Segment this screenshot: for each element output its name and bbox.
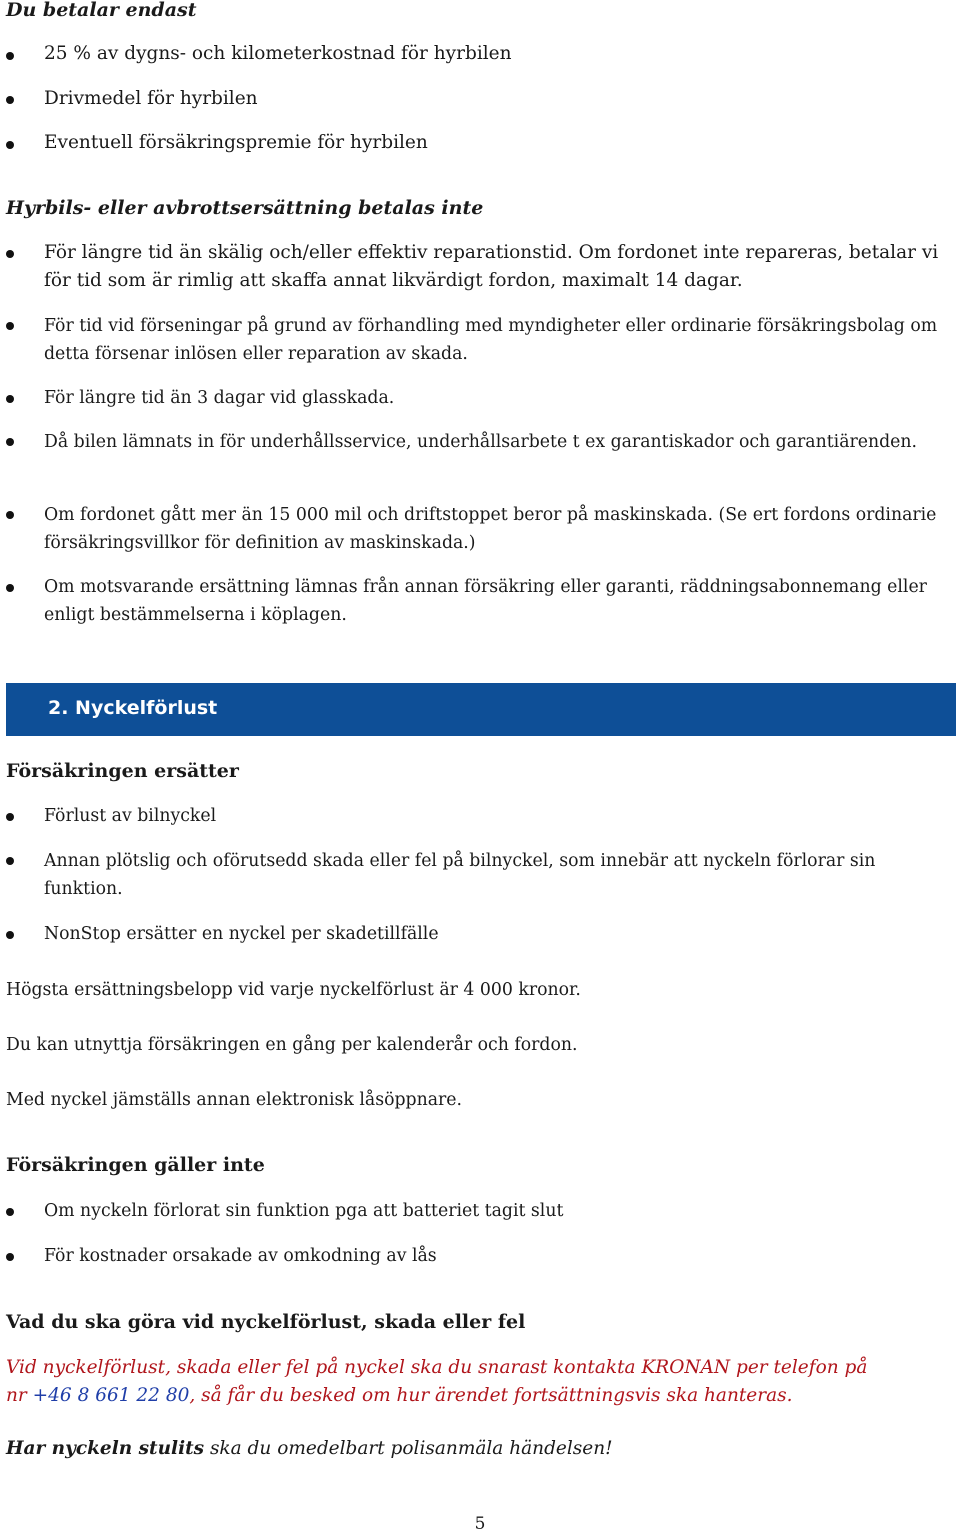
page-number: 5 (474, 1514, 486, 1534)
bullet-icon (6, 584, 14, 592)
stolen-rest: ska du omedelbart polisanmäla händelsen! (204, 1438, 613, 1459)
not-paid-heading: Hyrbils- eller avbrottsersättning betalas inte (6, 197, 484, 219)
what-to-do-heading: Vad du ska göra vid nyckelförlust, skada eller fel (6, 1311, 526, 1333)
you-pay-item: 25 % av dygns- och kilometerkostnad för hyrbilen (44, 43, 512, 64)
bullet-icon (6, 1208, 14, 1216)
bullet-icon (6, 96, 14, 104)
bullet-icon (6, 52, 14, 60)
bullet-icon (6, 322, 14, 330)
not-paid-item: För tid vid förseningar på grund av förhandling med myndigheter eller ordinarie försäkringsbolag om detta försenar inlösen eller reparation av skada. (44, 316, 938, 364)
bullet-icon (6, 813, 14, 821)
bullet-icon (6, 511, 14, 519)
covers-item: Förlust av bilnyckel (44, 806, 217, 826)
exclusion-item: Om nyckeln förlorat sin funktion pga att batteriet tagit slut (44, 1201, 564, 1221)
contact-nr-prefix: nr (6, 1385, 33, 1406)
not-paid-item: Om fordonet gått mer än 15 000 mil och driftstoppet beror på maskinskada. (Se ert fordons ordinarie försäkringsvillkor för definition av maskinskada.) (44, 505, 937, 553)
you-pay-item: Drivmedel för hyrbilen (44, 88, 258, 109)
contact-line-1: Vid nyckelförlust, skada eller fel på nyckel ska du snarast kontakta KRONAN per telefon på (6, 1357, 868, 1378)
contact-line-2-rest: , så får du besked om hur ärendet fortsättningsvis ska hanteras. (189, 1385, 793, 1406)
bullet-icon (6, 931, 14, 939)
you-pay-item: Eventuell försäkringspremie för hyrbilen (44, 132, 428, 153)
covers-heading: Försäkringen ersätter (6, 760, 239, 782)
bullet-icon (6, 395, 14, 403)
not-paid-item: För längre tid än 3 dagar vid glasskada. (44, 388, 395, 408)
not-paid-item: Om motsvarande ersättning lämnas från annan försäkring eller garanti, räddningsabonnemang eller enligt bestämmelserna i köplagen. (44, 577, 927, 625)
not-paid-item: Då bilen lämnats in för underhållsservice, underhållsarbete t ex garantiskador och garantiärenden. (44, 432, 918, 452)
max-amount-text: Högsta ersättningsbelopp vid varje nyckelförlust är 4 000 kronor. (6, 980, 581, 1000)
covers-item: NonStop ersätter en nyckel per skadetillfälle (44, 924, 439, 944)
exclusion-item: För kostnader orsakade av omkodning av lås (44, 1246, 437, 1266)
you-pay-heading: Du betalar endast (6, 0, 197, 21)
not-paid-item: För längre tid än skälig och/eller effektiv reparationstid. Om fordonet inte repareras, betalar vi för tid som är rimlig att skaffa annat likvärdigt fordon, maximalt 14 dagar. (44, 242, 939, 291)
exclusions-heading: Försäkringen gäller inte (6, 1154, 265, 1176)
contact-line-2 (6, 1382, 936, 1410)
contact-instructions (6, 1354, 936, 1410)
stolen-bold: Har nyckeln stulits (6, 1438, 205, 1459)
phone-link[interactable]: +46 8 661 22 80 (32, 1385, 190, 1406)
section-title: 2. Nyckelförlust (48, 697, 218, 719)
equivalent-text: Med nyckel jämställs annan elektronisk låsöppnare. (6, 1090, 463, 1110)
bullet-icon (6, 1253, 14, 1261)
once-per-year-text: Du kan utnyttja försäkringen en gång per kalenderår och fordon. (6, 1035, 578, 1055)
bullet-icon (6, 250, 14, 258)
covers-item: Annan plötslig och oförutsedd skada eller fel på bilnyckel, som innebär att nyckeln förlorar sin funktion. (44, 851, 876, 899)
bullet-icon (6, 438, 14, 446)
bullet-icon (6, 857, 14, 865)
stolen-note (6, 1438, 613, 1459)
section-banner (6, 683, 956, 736)
bullet-icon (6, 141, 14, 149)
